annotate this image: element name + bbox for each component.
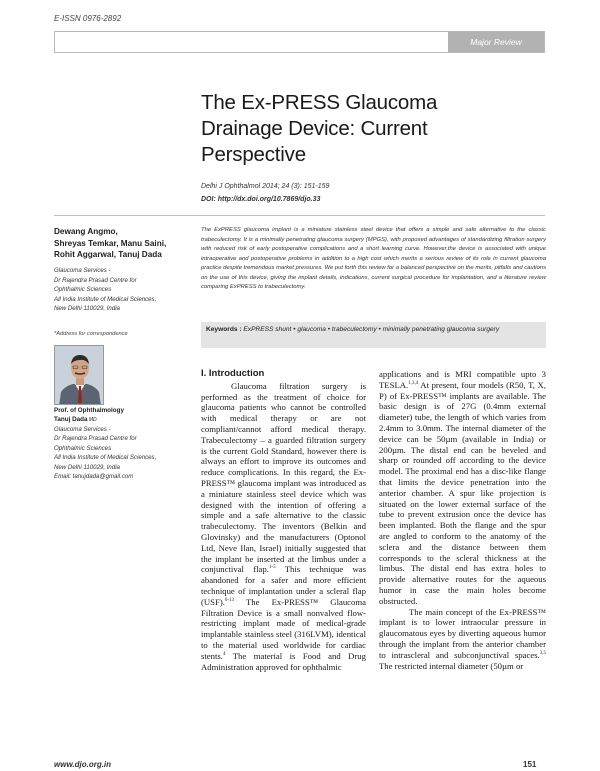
section-heading: I. Introduction (201, 368, 265, 379)
correspondence-line: Glaucoma Services - (54, 426, 111, 433)
body-paragraph (379, 369, 546, 607)
correspondence-title: Prof. of Ophthalmology (54, 407, 124, 414)
correspondence-name-line (54, 415, 194, 425)
reference-marker[interactable]: 4 (222, 651, 226, 657)
footer-url[interactable]: www.djo.org.in (54, 760, 112, 769)
paragraph-text: At present, four models (R50, T, X, P) of Ex-PRESS™ implants are available. The basic design is of 27G (0.4mm external diameter) tube, the length of which varies from 2.4mm to 3.0mm. The internal diameter of the device can be 50µm (available in India) or 200µm. The distal end can be beveled and sharp or rounded off according to the device model. The proximal end has a disc-like flange that limits the device penetration into the anterior chamber. A spur like projection is situated on the lower external surface of the tube to prevent extrusion once the device has been implanted. Both the flange and the spur are angled to conform to the anatomy of the sclera and the distance between them corresponds to the scleral thickness at the limbus. The distal end has extra holes to provide alternative routes for the aqueous humor in case the main holes become obstructed. (379, 379, 546, 606)
paragraph-text: The material is Food and Drug Administration approved for ophthalmic (201, 650, 366, 672)
section-tab: Major Review (448, 32, 544, 52)
correspondence-line: New Delhi 110029, India (54, 463, 120, 471)
author-list (54, 226, 194, 261)
author-line: Shreyas Temkar, Manu Saini, (54, 238, 167, 248)
abstract: The ExPRESS glaucoma implant is a miniature stainless steel device that offers a simple and safe alternative to the classic trabeculectomy. It is a minimally penetrating glaucoma surgery (MPGS), with proposed advantages of standardizing filtration surgery with reduced risk of early postoperative complications and a short learning curve. However,the device is associated with unique intraoperative and postoperative problems in addition to a high cost which merits a serious review of its role in current glaucoma practice despite tremendous market pressures. We put forth this review for a balanced perspective on the merits, pitfalls and cautions on the use of this device, giving the implant details, indications, current surgical procedure for implantation, and a literature review comparing ExPRESS to trabeculectomy. (201, 227, 546, 290)
correspondence-affiliation (54, 425, 199, 481)
paragraph-text: applications and is MRI compatible upto 3 TESLA. (379, 369, 546, 390)
keywords-label: Keywords : (206, 326, 244, 333)
correspondence-line: All India Institute of Medical Sciences, (54, 454, 157, 462)
affiliation-line: New Delhi 110029, India (54, 305, 120, 312)
correspondence-degree: MD (87, 417, 97, 423)
title-line: The Ex-PRESS Glaucoma (201, 91, 438, 114)
correspondence-email[interactable]: Email: tanujdada@gmail.com (54, 473, 134, 481)
affiliation-line: Glaucoma Services - (54, 267, 111, 274)
header-bar (54, 31, 545, 53)
keywords-text: ExPRESS shunt • glaucoma • trabeculectomy • minimally penetrating glaucoma surgery (243, 326, 500, 333)
reference-marker[interactable]: 3,5 (539, 650, 546, 656)
correspondence-note: *Address for correspondence (54, 331, 128, 337)
paragraph-text: Glaucoma filtration surgery is performed as the treatment of choice for glaucoma patients who cannot be controlled with medical therapy or are not compliant/cannot afford medical therapy. Trabeculectomy – a guarded filtration surgery is the current Gold Standard, however there is always an effort to improve its outcomes and reduce complications. In this regard, the Ex-PRESS™ glaucoma implant was introduced as a miniature stainless steel device which was designed with the intention of offering a simple and a safe alternative to the classic trabeculectomy. The inventors (Belkin and Glovinsky) and the manufacturers (Optonol Ltd, Neve Ilan, Israel) initially suggested that the implant be inserted at the limbus under a conjunctival flap. (201, 380, 366, 575)
affiliation-line: All India Institute of Medical Sciences, (54, 295, 157, 303)
paragraph-text: The restricted internal diameter (50µm or (379, 660, 524, 671)
citation: Delhi J Ophthalmol 2014; 24 (3): 151-159 (201, 183, 330, 190)
reference-marker[interactable]: 1-5 (268, 565, 276, 571)
article-title (201, 90, 531, 168)
author-line: Dewang Angmo, (54, 227, 118, 236)
page-number: 151 (523, 760, 537, 769)
paragraph-text: This technique was abandoned for a safer and more efficient technique of implantation under a scleral flap (USF). (201, 564, 366, 607)
reference-marker[interactable]: 6-13 (224, 597, 235, 603)
author-portrait-image (55, 346, 104, 405)
reference-marker[interactable]: 1,3,4 (408, 380, 419, 386)
correspondence-name: Tanuj Dada (54, 416, 88, 423)
body-column-right (379, 369, 546, 671)
correspondence-line: Dr Rajendra Prasad Centre for (54, 435, 137, 443)
affiliation-line: Dr Rajendra Prasad Centre for (54, 276, 137, 284)
affiliation-line: Ophthalmic Sciences (54, 286, 112, 293)
body-paragraph (201, 381, 366, 673)
title-line: Drainage Device: Current (201, 117, 428, 140)
title-line: Perspective (201, 143, 306, 166)
correspondence-heading (54, 406, 194, 425)
body-column-left (201, 369, 366, 672)
body-paragraph (379, 607, 546, 672)
eissn-label: E-ISSN 0976-2892 (54, 14, 122, 23)
author-photo (54, 345, 104, 405)
doi: DOI: http://dx.doi.org/10.7869/djo.33 (201, 196, 321, 203)
paragraph-text: The Ex-PRESS™ Glaucoma Filtration Device is a small nonvalved flow-restricting implant made of medical-grade implantable stainless steel (316LVM), identical to the material used worldwide for cardiac stents. (201, 596, 366, 661)
paragraph-text: The main concept of the Ex-PRESS™ implant is to lower intraocular pressure in glaucomatous eyes by diverting aqueous humor through the implant from the anterior chamber to intrascleral and subconjunctival spaces. (379, 606, 546, 660)
correspondence-line: Ophthalmic Sciences (54, 444, 112, 452)
author-line: Rohit Aggarwal, Tanuj Dada (54, 250, 162, 259)
divider (54, 215, 545, 216)
keywords-box (201, 322, 546, 348)
author-affiliation (54, 266, 199, 314)
